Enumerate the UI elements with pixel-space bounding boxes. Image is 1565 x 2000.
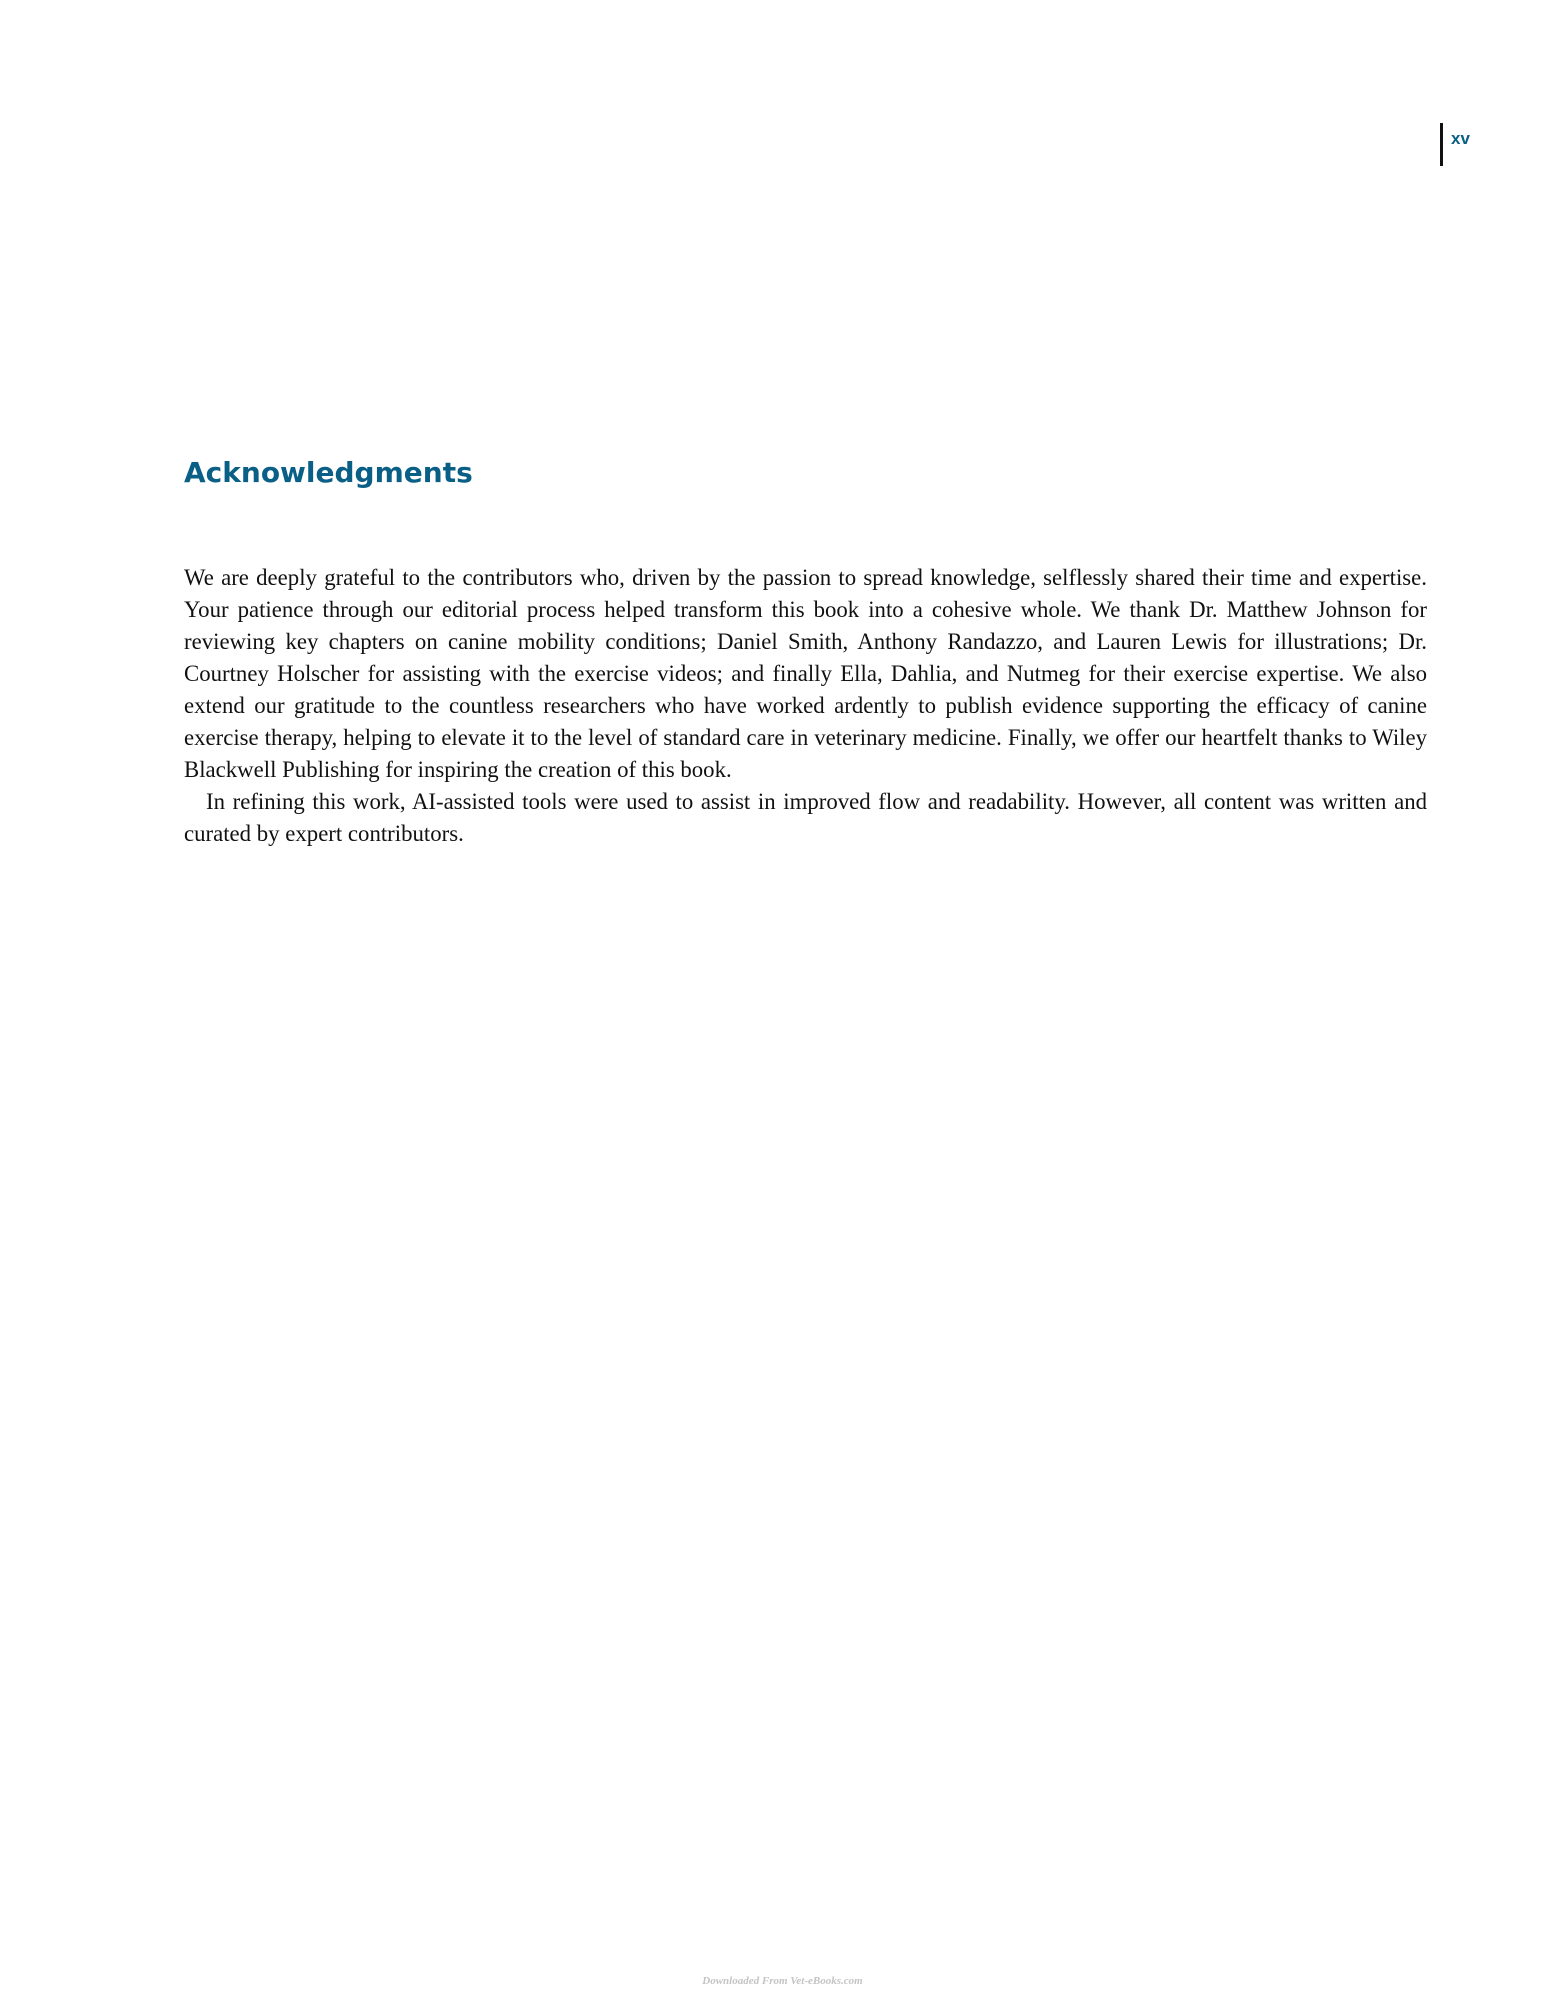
body-text [184,562,1427,850]
footer-watermark: Downloaded From Vet-eBooks.com [702,1975,863,1987]
paragraph-2: In refining this work, AI-assisted tools were used to assist in improved flow and readability. However, all content was written and curated by expert contributors. [184,789,1427,846]
page-number: xv [1451,129,1470,148]
chapter-heading: Acknowledgments [184,456,473,489]
paragraph-1: We are deeply grateful to the contributors who, driven by the passion to spread knowledge, selflessly shared their time and expertise. Your patience through our editorial process helped transform this book into a cohesive whole. We thank Dr. Matthew Johnson for reviewing key chapters on canine mobility conditions; Daniel Smith, Anthony Randazzo, and Lauren Lewis for illustrations; Dr. Courtney Holscher for assisting with the exercise videos; and finally Ella, Dahlia, and Nutmeg for their exercise expertise. We also extend our gratitude to the countless researchers who have worked ardently to publish evidence supporting the efficacy of canine exercise therapy, helping to elevate it to the level of standard care in veterinary medicine. Finally, we offer our heartfelt thanks to Wiley Blackwell Publishing for inspiring the creation of this book. [184,565,1427,782]
page-number-marker [1440,123,1470,166]
